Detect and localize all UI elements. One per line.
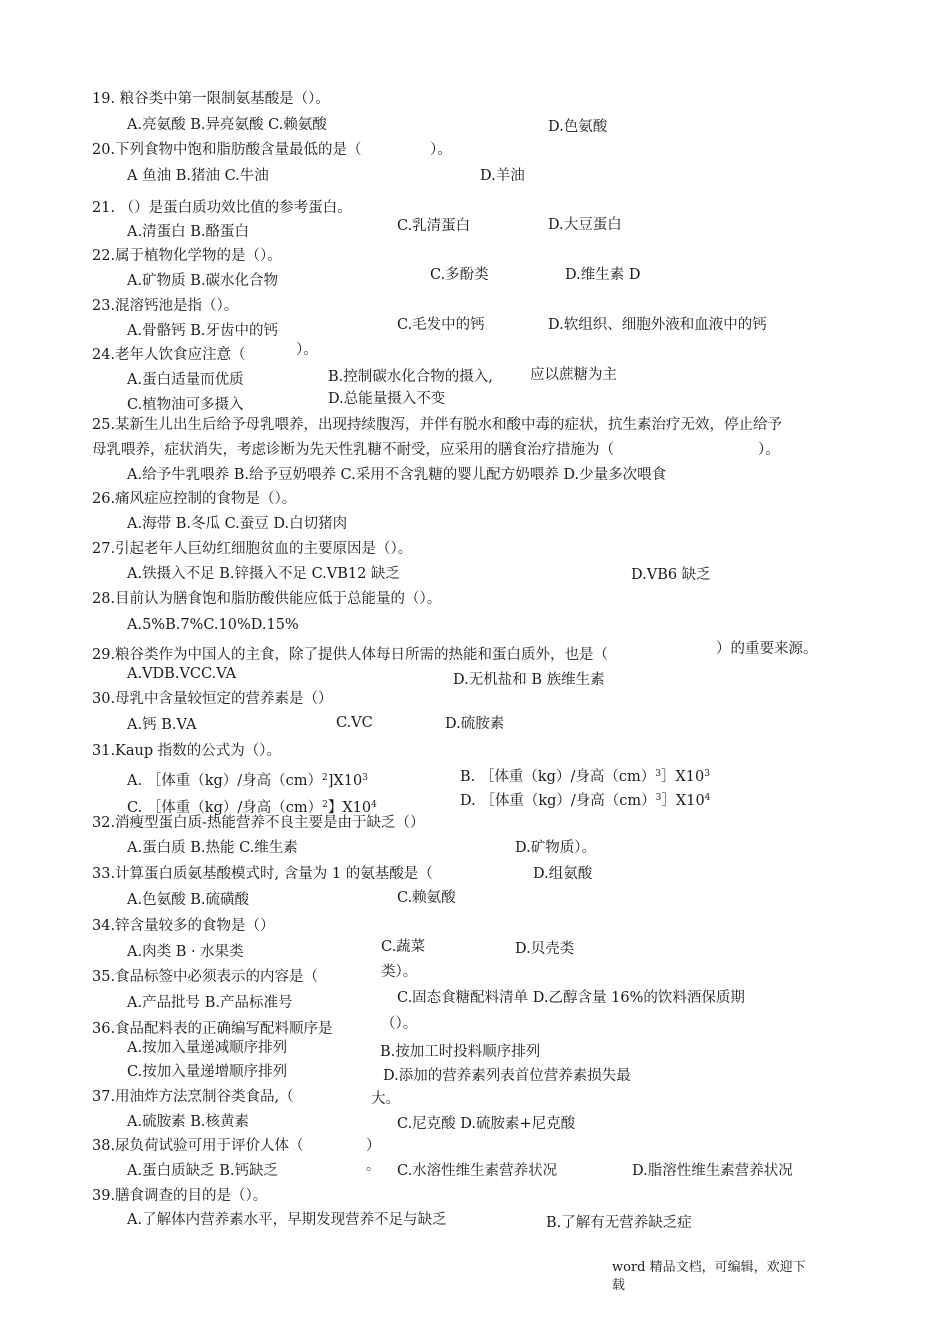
q19-options-abc: A.亮氨酸 B.异亮氨酸 C.赖氨酸 — [127, 117, 327, 133]
q19-stem: 19. 粮谷类中第一限制氨基酸是（）。 — [92, 91, 330, 107]
q20-options-abc: A 鱼油 B.猪油 C.牛油 — [127, 168, 269, 184]
q25-stem-close: ）。 — [758, 442, 780, 458]
q30-option-d: D.硫胺素 — [445, 716, 505, 732]
q27-stem: 27.引起老年人巨幼红细胞贫血的主要原因是（）。 — [92, 541, 413, 557]
q30-options-ab: A.钙 B.VA — [127, 717, 197, 733]
q32-option-d: D.矿物质）。 — [515, 840, 596, 856]
q35-stem: 35.食品标签中必须表示的内容是（ — [92, 969, 319, 985]
q25-stem-line2: 母乳喂养，症状消失，考虑诊断为先天性乳糖不耐受，应采用的膳食治疗措施为（ — [92, 442, 614, 458]
q30-option-c: C.VC — [336, 715, 373, 731]
q24-option-d: D.总能量摄入不变 — [328, 391, 446, 407]
q22-stem: 22.属于植物化学物的是（）。 — [92, 248, 282, 264]
q24-option-a: A.蛋白适量而优质 — [127, 372, 244, 388]
q36-stem: 36.食品配料表的正确编写配料顺序是 — [92, 1021, 333, 1037]
q34-options-ab: A.肉类 B · 水果类 — [127, 944, 244, 960]
q38-options-ab: A.蛋白质缺乏 B.钙缺乏 — [127, 1163, 278, 1179]
q31-option-a: A. ［体重（kg）/身高$(cm)^2]X10^3$ — [127, 773, 368, 789]
q21-stem: 21. （）是蛋白质功效比值的参考蛋白。 — [92, 200, 352, 216]
q24-option-c: C.植物油可多摄入 — [127, 397, 244, 413]
q33-stem: 33.计算蛋白质氨基酸模式时, 含量为 1 的氨基酸是（ — [92, 866, 433, 882]
q38-dot: 。 — [366, 1158, 381, 1174]
q39-stem: 39.膳食调查的目的是（）。 — [92, 1188, 268, 1204]
q39-option-b: B.了解有无营养缺乏症 — [546, 1215, 692, 1231]
q24-stem: 24.老年人饮食应注意（ — [92, 347, 246, 363]
q26-stem: 26.痛风症应控制的食物是（）。 — [92, 491, 297, 507]
q36-option-a: A.按加入量递减顺序排列 — [127, 1040, 288, 1056]
q27-option-d: D.VB6 缺乏 — [631, 567, 711, 583]
q25-options: A.给予牛乳喂养 B.给予豆奶喂养 C.采用不含乳糖的婴儿配方奶喂养 D.少量多次喂食 — [127, 467, 667, 483]
q37-options-cd: C.尼克酸 D.硫胺素+尼克酸 — [397, 1116, 576, 1132]
q22-option-d: D.维生素 D — [565, 267, 641, 283]
q38-option-d: D.脂溶性维生素营养状况 — [632, 1163, 793, 1179]
q19-option-d: D.色氨酸 — [548, 119, 608, 135]
q32-options-abc: A.蛋白质 B.热能 C.维生素 — [127, 840, 298, 856]
q34-stem: 34.锌含量较多的食物是（） — [92, 918, 275, 934]
q24-option-b-cont: 应以蔗糖为主 — [530, 367, 617, 383]
q39-option-a: A.了解体内营养素水平，早期发现营养不足与缺乏 — [127, 1212, 447, 1228]
q20-option-d: D.羊油 — [480, 168, 525, 184]
q31-option-b: B. ［体重（kg）/身高$(cm)^3]X10^3$ — [460, 769, 710, 785]
q35-options-cd: C.固态食糖配料清单 D.乙醇含量 16%的饮料酒保质期 — [397, 990, 745, 1006]
q38-stem-close: ） — [366, 1138, 381, 1154]
q29-options-abc: A.VDB.VCC.VA — [127, 666, 237, 682]
q33-option-d: D.组氨酸 — [533, 866, 593, 882]
q36-option-c: C.按加入量递增顺序排列 — [127, 1064, 288, 1080]
q22-options-ab: A.矿物质 B.碳水化合物 — [127, 273, 278, 289]
q34-option-c-cont: 类）。 — [381, 964, 418, 980]
q36-option-d-cont: 大。 — [371, 1091, 400, 1107]
q29-option-d: D.无机盐和 B 族维生素 — [453, 672, 605, 688]
q36-stem-close: （）。 — [381, 1016, 418, 1032]
q37-options-ab: A.硫胺素 B.核黄素 — [127, 1114, 249, 1130]
q20-stem-close: ）。 — [430, 142, 452, 158]
q28-options: A.5%B.7%C.10%D.15% — [127, 617, 299, 633]
q32-stem: 32.消瘦型蛋白质-热能营养不良主要是由于缺乏（） — [92, 815, 425, 831]
footer-note-line1: word 精品文档，可编辑，欢迎下 — [612, 1260, 806, 1275]
q38-stem: 38.尿负荷试验可用于评价人体（ — [92, 1138, 304, 1154]
q27-options-abc: A.铁摄入不足 B.锌摄入不足 C.VB12 缺乏 — [127, 566, 400, 582]
q34-option-c: C.蔬菜 — [381, 939, 426, 955]
q33-options-ab: A.色氨酸 B.硫磺酸 — [127, 892, 249, 908]
q21-option-d: D.大豆蛋白 — [548, 217, 622, 233]
q31-option-d: D. ［体重（kg）/身高$(cm)^3]X10^4$ — [460, 793, 711, 809]
q35-options-ab: A.产品批号 B.产品标准号 — [127, 995, 293, 1011]
q36-option-b: B.按加工时投料顺序排列 — [380, 1044, 541, 1060]
q30-stem: 30.母乳中含量较恒定的营养素是（） — [92, 691, 333, 707]
q21-option-c: C.乳清蛋白 — [397, 218, 471, 234]
footer-note-line2: 载 — [612, 1278, 626, 1293]
q29-stem: 29.粮谷类作为中国人的主食，除了提供人体每日所需的热能和蛋白质外，也是（ — [92, 647, 609, 663]
q21-options-ab: A.清蛋白 B.酪蛋白 — [127, 224, 249, 240]
q28-stem: 28.目前认为膳食饱和脂肪酸供能应低于总能量的（）。 — [92, 591, 442, 607]
q31-stem: 31.Kaup 指数的公式为（）。 — [92, 743, 282, 759]
q36-option-d: D.添加的营养素列表首位营养素损失最 — [383, 1068, 631, 1084]
q24-option-b: B.控制碳水化合物的摄入, — [328, 369, 493, 385]
q26-options: A.海带 B.冬瓜 C.蚕豆 D.白切猪肉 — [127, 516, 348, 532]
q37-stem: 37.用油炸方法烹制谷类食品,（ — [92, 1089, 294, 1105]
q22-option-c: C.多酚类 — [430, 267, 489, 283]
q23-option-c: C.毛发中的钙 — [397, 317, 485, 333]
q23-options-ab: A.骨骼钙 B.牙齿中的钙 — [127, 323, 278, 339]
q29-stem-close: ）的重要来源。 — [716, 641, 818, 657]
q38-option-c: C.水溶性维生素营养状况 — [397, 1163, 558, 1179]
q25-stem-line1: 25.某新生儿出生后给予母乳喂养，出现持续腹泻，并伴有脱水和酸中毒的症状，抗生素治疗无效，停止给予 — [92, 417, 783, 433]
q20-stem: 20.下列食物中饱和脂肪酸含量最低的是（ — [92, 142, 362, 158]
q23-option-d: D.软组织、细胞外液和血液中的钙 — [548, 317, 767, 333]
q34-option-d: D.贝壳类 — [515, 941, 575, 957]
q24-stem-close: ）。 — [296, 342, 318, 358]
q23-stem: 23.混溶钙池是指（）。 — [92, 298, 239, 314]
q33-option-c: C.赖氨酸 — [397, 890, 456, 906]
q31-option-c: C. ［体重（kg）/身高（cm）$^2$】$X10^4$ — [127, 800, 377, 816]
